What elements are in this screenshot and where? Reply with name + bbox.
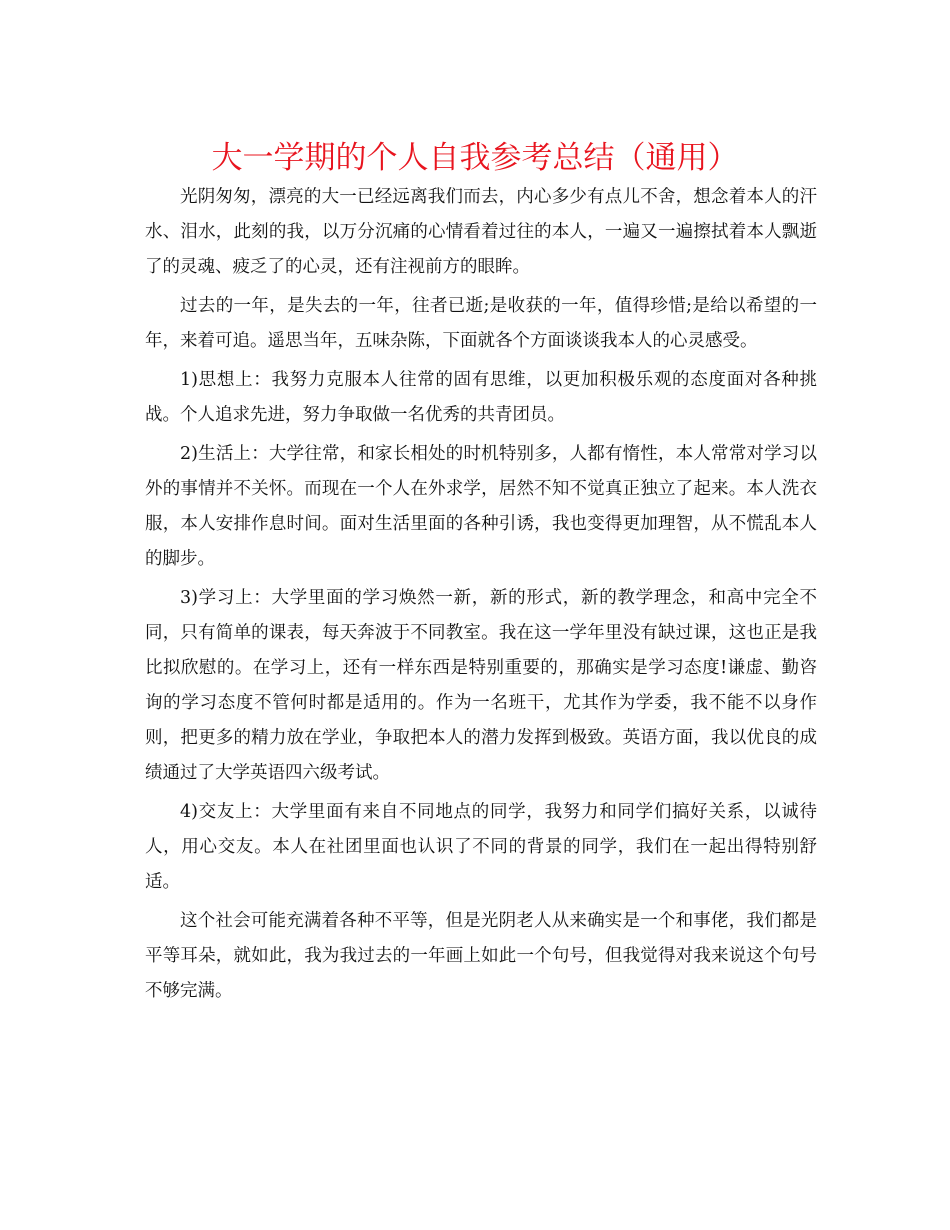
document-title: 大一学期的个人自我参考总结（通用） <box>211 140 739 176</box>
paragraph-study: 3)学习上：大学里面的学习焕然一新，新的形式，新的教学理念，和高中完全不同，只有简单的课表，每天奔波于不同教室。我在这一学年里没有缺过课，这也正是我比拟欣慰的。在学习上，还有一样东西是特别重要的，那确实是学习态度!谦虚、勤咨询的学习态度不管何时都是适用的。作为一名班干，尤其作为学委，我不能不以身作则，把更多的精力放在学业，争取把本人的潜力发挥到极致。英语方面，我以优良的成绩通过了大学英语四六级考试。 <box>145 588 817 783</box>
paragraph-thought: 1)思想上：我努力克服本人往常的固有思维，以更加积极乐观的态度面对各种挑战。个人追求先进，努力争取做一名优秀的共青团员。 <box>145 370 817 425</box>
paragraph-past-year: 过去的一年，是失去的一年，往者已逝;是收获的一年，值得珍惜;是给以希望的一年，来着可追。遥思当年，五味杂陈，下面就各个方面谈谈我本人的心灵感受。 <box>145 296 817 351</box>
paragraph-intro: 光阴匆匆，漂亮的大一已经远离我们而去，内心多少有点儿不舍，想念着本人的汗水、泪水，此刻的我，以万分沉痛的心情看着过往的本人，一遍又一遍擦拭着本人飘逝了的灵魂、疲乏了的心灵，还有注视前方的眼眸。 <box>145 187 817 277</box>
paragraph-friends: 4)交友上：大学里面有来自不同地点的同学，我努力和同学们搞好关系，以诚待人，用心交友。本人在社团里面也认识了不同的背景的同学，我们在一起出得特别舒适。 <box>145 802 817 892</box>
paragraph-conclusion: 这个社会可能充满着各种不平等，但是光阴老人从来确实是一个和事佬，我们都是平等耳朵，就如此，我为我过去的一年画上如此一个句号，但我觉得对我来说这个句号不够完满。 <box>145 911 817 1001</box>
paragraph-life: 2)生活上：大学往常，和家长相处的时机特别多，人都有惰性，本人常常对学习以外的事情并不关怀。而现在一个人在外求学，居然不知不觉真正独立了起来。本人洗衣服，本人安排作息时间。面对生活里面的各种引诱，我也变得更加理智，从不慌乱本人的脚步。 <box>145 444 817 569</box>
document-body <box>145 180 817 1013</box>
